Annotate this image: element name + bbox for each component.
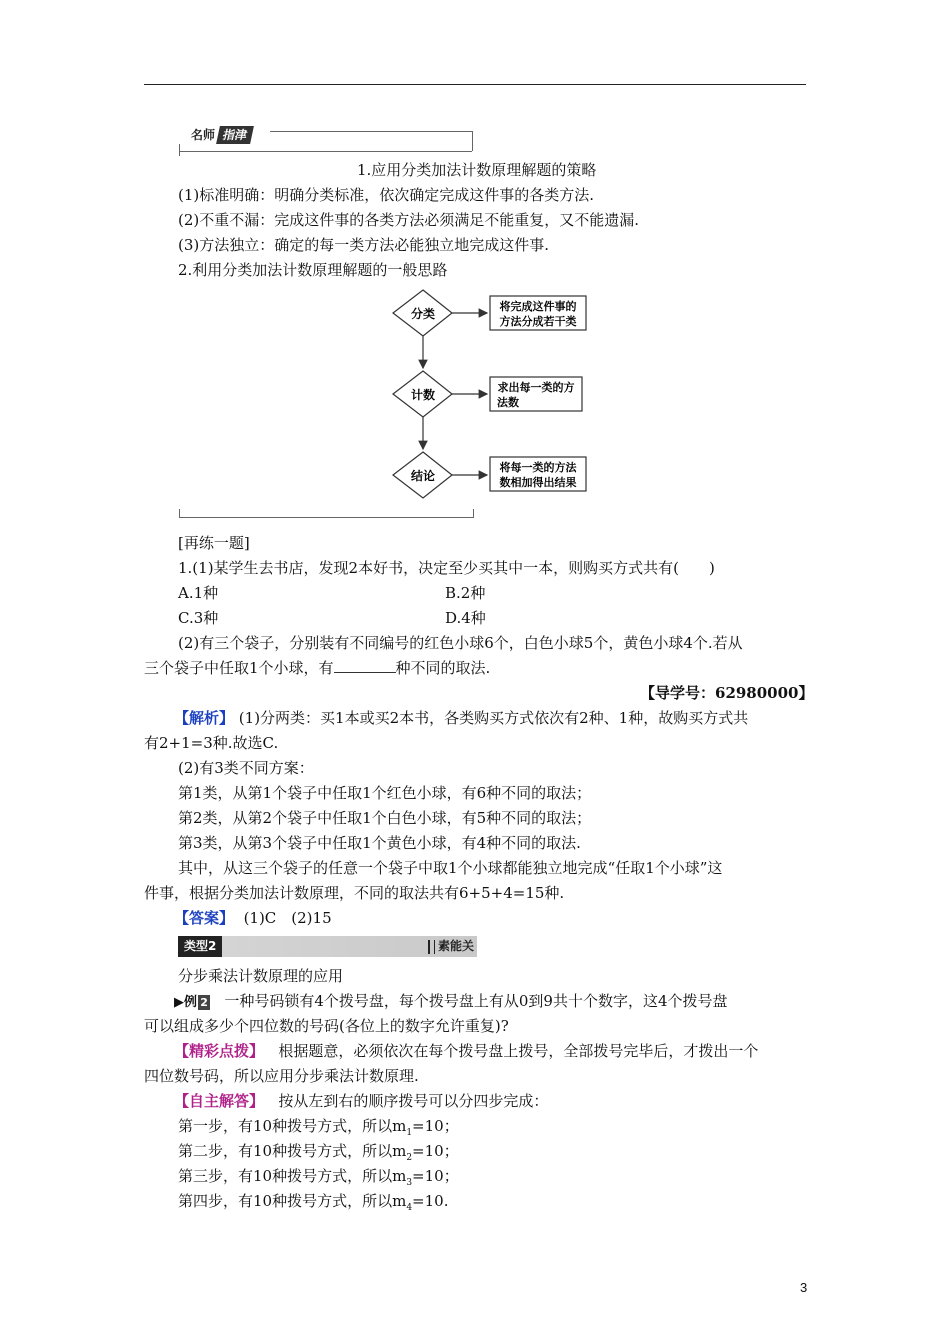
question-1-1: 1.(1)某学生去书店，发现2本好书，决定至少买其中一本，则购买方式共有( )	[178, 559, 715, 577]
box-point-1: (1)标准明确：明确分类标准，依次确定完成这件事的各类方法.	[178, 186, 595, 204]
analysis-line6: 第3类，从第3个袋子中任取1个黄色小球，有4种不同的取法.	[178, 834, 581, 852]
hint-text-1: 根据题意，必须依次在每个拨号盘上拨号，全部拨号完毕后，才拨出一个	[278, 1042, 759, 1060]
box-left-border	[179, 144, 180, 156]
step-4-sub: 4	[406, 1203, 413, 1213]
example-line1	[174, 991, 728, 1013]
step-3-text: 第三步，有10种拨号方式，所以m	[178, 1167, 407, 1185]
box-top-right-border	[472, 131, 473, 151]
example-tag: ▶例 2	[174, 993, 210, 1013]
hint-line2: 四位数号码，所以应用分步乘法计数原理.	[144, 1067, 419, 1085]
step-3-end: =10；	[412, 1167, 459, 1185]
flow-note-3-line1: 将每一类的方法	[499, 461, 577, 474]
double-bar-icon	[428, 940, 435, 954]
answer-line	[174, 908, 332, 928]
box-heading-1: 1.应用分类加法计数原理解题的策略	[357, 161, 597, 179]
step-1-end: =10；	[412, 1117, 459, 1135]
step-3	[178, 1166, 459, 1193]
header-rule	[144, 84, 806, 85]
answer-label: 【答案】	[174, 909, 235, 927]
analysis-label: 【解析】	[174, 709, 235, 727]
step-1-sub: 1	[406, 1128, 413, 1138]
step-3-sub: 3	[406, 1178, 413, 1188]
example-tag-text: 例	[184, 995, 198, 1010]
answer-blank	[334, 658, 396, 673]
step-2-text: 第二步，有10种拨号方式，所以m	[178, 1142, 407, 1160]
question-1-2-line1: (2)有三个袋子，分别装有不同编号的红色小球6个，白色小球5个，黄色小球4个.若从	[178, 634, 743, 652]
analysis-line7: 其中，从这三个袋子的任意一个袋子中取1个小球都能独立地完成“任取1个小球”这	[178, 859, 723, 877]
section-title: 分步乘法计数原理的应用	[178, 967, 344, 985]
option-b: B.2种	[445, 584, 486, 602]
box-mid-border	[179, 151, 472, 152]
type-right-label	[428, 936, 474, 957]
box-bottom-border	[179, 509, 474, 518]
example-number: 2	[198, 995, 210, 1010]
box-point-3: (3)方法独立：确定的每一类方法必能独立地完成这件事.	[178, 236, 550, 254]
step-4	[178, 1191, 448, 1218]
flow-note-2-line2: 法数	[497, 396, 519, 409]
step-1-text: 第一步，有10种拨号方式，所以m	[178, 1117, 407, 1135]
analysis-line2: 有2+1=3种.故选C.	[144, 734, 279, 752]
teacher-badge	[188, 126, 252, 144]
example-text-1: 一种号码锁有4个拨号盘，每个拨号盘上有从0到9共十个数字，这4个拨号盘	[224, 992, 728, 1010]
box-top-border	[270, 131, 472, 132]
option-d: D.4种	[445, 609, 486, 627]
flow-note-3-line2: 数相加得出结果	[499, 476, 577, 489]
analysis-line3: (2)有3类不同方案：	[178, 759, 314, 777]
answer-text: (1)C (2)15	[243, 909, 332, 927]
flow-note-2-line1: 求出每一类的方	[497, 381, 575, 394]
box-heading-2: 2.利用分类加法计数原理解题的一般思路	[178, 261, 448, 279]
question-1-2-pre: 三个袋子中任取1个小球，有	[144, 659, 334, 677]
solution-line0	[174, 1091, 548, 1111]
flow-node-count-label: 计数	[410, 388, 436, 402]
step-4-end: =10.	[412, 1192, 449, 1210]
option-c: C.3种	[178, 609, 219, 627]
badge-part-b: 指津	[216, 126, 254, 144]
hint-line1	[174, 1041, 758, 1061]
step-4-text: 第四步，有10种拨号方式，所以m	[178, 1192, 407, 1210]
analysis-line4: 第1类，从第1个袋子中任取1个红色小球，有6种不同的取法；	[178, 784, 592, 802]
page-number: 3	[800, 1280, 808, 1295]
flow-node-classify-label: 分类	[410, 307, 436, 321]
guide-number: 【导学号：62980000】	[640, 684, 814, 702]
badge-part-a: 名师	[188, 126, 218, 144]
box-point-2: (2)不重不漏：完成这件事的各类方法必须满足不能重复，又不能遗漏.	[178, 211, 640, 229]
flow-note-1-line1: 将完成这件事的	[499, 300, 577, 313]
type-tag: 类型2	[178, 936, 222, 957]
analysis-text-1: (1)分两类：买1本或买2本书，各类购买方式依次有2种、1种，故购买方式共	[238, 709, 749, 727]
type-right-text: 素能关	[438, 939, 475, 953]
question-1-2-post: 种不同的取法.	[395, 659, 491, 677]
question-1-2-line2	[144, 658, 490, 678]
step-2	[178, 1141, 459, 1168]
analysis-line5: 第2类，从第2个袋子中任取1个白色小球，有5种不同的取法；	[178, 809, 592, 827]
solution-text-0: 按从左到右的顺序拨号可以分四步完成：	[278, 1092, 549, 1110]
analysis-line8: 件事，根据分类加法计数原理，不同的取法共有6+5+4=15种.	[144, 884, 565, 902]
step-2-end: =10；	[412, 1142, 459, 1160]
flow-node-conclusion-label: 结论	[410, 469, 436, 483]
option-a: A.1种	[178, 584, 219, 602]
analysis-line1	[174, 708, 748, 728]
hint-label: 【精彩点拨】	[174, 1042, 265, 1060]
practice-label: [再练一题]	[178, 534, 250, 552]
step-1	[178, 1116, 459, 1143]
step-2-sub: 2	[406, 1153, 413, 1163]
example-line2: 可以组成多少个四位数的号码(各位上的数字允许重复)?	[144, 1017, 509, 1035]
flow-note-1-line2: 方法分成若干类	[499, 315, 577, 328]
flowchart	[380, 285, 600, 500]
solution-label: 【自主解答】	[174, 1092, 265, 1110]
